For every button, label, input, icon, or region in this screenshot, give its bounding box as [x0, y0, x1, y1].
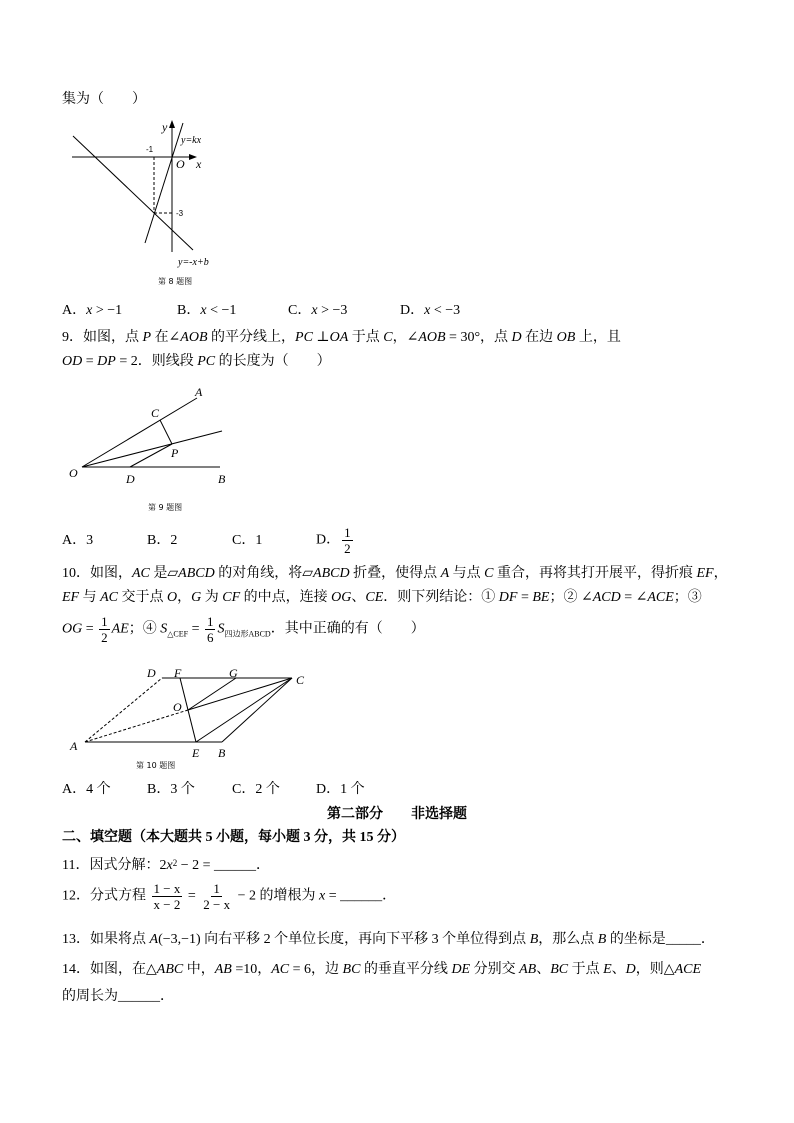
fraction [205, 614, 216, 645]
q8-option-d [400, 301, 460, 321]
math-var: DF [498, 590, 518, 605]
stem-text: ；③ [673, 590, 702, 605]
stem-text: 14．如图，在△ [62, 962, 157, 977]
stem-text: 10．如图， [62, 566, 132, 581]
answer-blank: ______ [214, 858, 256, 873]
q10-figure [0, 660, 320, 772]
math-var: BC [342, 962, 361, 977]
q8-stem-tail: 集为（ ） [62, 92, 146, 107]
option-text: > −1 [92, 303, 123, 318]
math-var: EF [62, 590, 80, 605]
q14-line1 [62, 960, 701, 980]
option-label: D． [400, 303, 425, 318]
math-var: S [160, 621, 168, 637]
stem-text: 、 [536, 962, 551, 977]
part2-title: 第二部分 非选择题 [327, 807, 467, 822]
option-text: 1 个 [340, 782, 365, 797]
stem-text: =10， [231, 962, 272, 977]
q9-option-d [316, 525, 355, 556]
q13-line [62, 930, 715, 950]
stem-text: ⊥ [312, 330, 330, 345]
stem-text: ， [177, 590, 192, 605]
math-var: P [142, 330, 152, 345]
fraction [152, 881, 183, 912]
stem-text: 为 [201, 590, 223, 605]
point-o-label: O [173, 700, 182, 714]
option-text: > −3 [317, 303, 348, 318]
q10-stem-line2 [62, 588, 702, 608]
option-label: C． [288, 303, 312, 318]
option-label: B． [177, 303, 201, 318]
stem-text: 的垂直平分线 [360, 962, 452, 977]
figure-caption: 第 10 题图 [136, 761, 176, 770]
math-var: x [166, 858, 173, 873]
stem-text: 是▱ [149, 566, 179, 581]
origin-label: O [176, 157, 185, 171]
segment-og [188, 678, 236, 710]
stem-text: 9．如图，点 [62, 330, 143, 345]
math-var: OG [331, 590, 352, 605]
option-text: 2 个 [255, 782, 280, 797]
segment-ce [196, 678, 292, 742]
q9-option-a [62, 531, 93, 551]
option-text: < −3 [430, 303, 461, 318]
area-subscript: △CEF [167, 629, 189, 639]
math-var: ACD [592, 590, 621, 605]
math-var: OD [62, 354, 83, 369]
point-d-label: D [126, 472, 135, 486]
option-text: 3 [86, 533, 94, 548]
option-var: x [200, 303, 207, 318]
stem-text: 的周长为 [62, 989, 118, 1004]
q14-line2 [62, 987, 174, 1007]
segment-pc [160, 420, 172, 444]
stem-text: 上，且 [575, 330, 621, 345]
stem-text: 中， [183, 962, 215, 977]
y-axis-arrow-icon [169, 120, 175, 128]
stem-text: 于点 [348, 330, 384, 345]
figure-caption: 第 8 题图 [158, 277, 193, 286]
stem-text: (−3,−1) 向右平移 2 个单位长度，再向下平移 3 个单位得到点 [158, 932, 530, 947]
line-y-neg-x-plus-b [73, 136, 193, 250]
math-var: OB [556, 330, 576, 345]
segment-bc [222, 678, 292, 742]
stem-text: 、 [351, 590, 366, 605]
option-label: B． [147, 533, 171, 548]
fraction-numerator: 1 − x [153, 881, 181, 896]
stem-text: 与点 [449, 566, 485, 581]
option-text: 1 [255, 533, 263, 548]
stem-text: = ∠ [620, 590, 648, 605]
stem-text: ．其中正确的有（ ） [270, 621, 425, 637]
point-p-label: P [171, 446, 179, 460]
q9-stem-line1 [62, 328, 621, 348]
math-var: x [319, 888, 326, 904]
q8-option-c [288, 301, 347, 321]
option-label: D． [316, 782, 341, 797]
stem-text: 的坐标是 [606, 932, 666, 947]
stem-text: = [325, 888, 341, 904]
point-b-label: B [218, 472, 226, 486]
math-var: A [440, 566, 450, 581]
stem-text: 重合，再将其打开展平，得折痕 [493, 566, 697, 581]
point-e-label: E [192, 746, 200, 760]
option-var: x [424, 303, 431, 318]
math-var: ABCD [313, 566, 350, 581]
option-label: D． [316, 532, 341, 548]
math-var: PC [295, 330, 313, 345]
point-o-label: O [69, 466, 78, 480]
fraction-denominator: 2 − x [203, 897, 231, 912]
math-var: A [149, 932, 159, 947]
y-axis-label: y [162, 120, 168, 134]
stem-text: 分别交 [470, 962, 520, 977]
stem-text: = [82, 621, 98, 637]
option-label: A． [62, 533, 87, 548]
option-var: x [86, 303, 93, 318]
option-label: C． [232, 782, 256, 797]
stem-text: ． [382, 888, 397, 904]
q9-option-c [232, 531, 262, 551]
answer-blank: ______ [340, 888, 383, 904]
angle-bisector [82, 431, 222, 467]
q10-stem-line3 [62, 614, 425, 645]
q9-figure [0, 380, 260, 515]
stem-text: = 30°，点 [445, 330, 512, 345]
stem-text: − 2 的增根为 [234, 888, 319, 904]
option-text: 4 个 [86, 782, 111, 797]
math-var: AC [271, 962, 290, 977]
math-var: BE [532, 590, 550, 605]
stem-text: 交于点 [118, 590, 167, 605]
fraction-denominator: 6 [206, 630, 214, 645]
q11-line [62, 856, 270, 876]
math-var: AOB [180, 330, 208, 345]
stem-text: ；④ [128, 621, 161, 637]
point-c-label: C [151, 406, 160, 420]
tick-x-label: -1 [146, 145, 154, 154]
figure-caption: 第 9 题图 [148, 503, 183, 512]
stem-text: ． [256, 858, 270, 873]
line-b-label: y=-x+b [178, 257, 209, 268]
math-var: CF [222, 590, 241, 605]
q9-option-b [147, 531, 177, 551]
fraction-denominator: 2 [101, 630, 108, 645]
ray-oa [82, 398, 197, 467]
math-var: AE [111, 621, 129, 637]
fraction [342, 525, 353, 556]
q12-line [62, 881, 396, 912]
math-var: B [529, 932, 539, 947]
fraction [201, 881, 232, 912]
fraction-numerator: 1 [206, 614, 214, 629]
stem-text: = [517, 590, 533, 605]
stem-text: 11．因式分解： [62, 858, 160, 873]
math-var: E [603, 962, 612, 977]
math-var: C [484, 566, 494, 581]
answer-blank: _____ [665, 932, 701, 947]
stem-text: ． [160, 989, 174, 1004]
segment-ao-dashed [85, 710, 188, 742]
segment-oc [188, 678, 292, 710]
math-var: DP [97, 354, 116, 369]
fraction-denominator: 2 [344, 541, 351, 556]
option-text: 2 [170, 533, 178, 548]
fraction-numerator: 1 [213, 881, 220, 896]
stem-text: ，则△ [635, 962, 675, 977]
segment-ad-dashed [85, 678, 162, 742]
q10-option-d [316, 780, 365, 800]
stem-text: 在∠ [151, 330, 181, 345]
stem-text: = 2．则线段 [115, 354, 198, 369]
option-label: B． [147, 782, 171, 797]
stem-text: 的对角线，将▱ [214, 566, 314, 581]
math-var: ABCD [178, 566, 215, 581]
math-var: AC [100, 590, 118, 605]
fraction-denominator: x − 2 [153, 897, 181, 912]
math-var: AB [214, 962, 232, 977]
option-label: A． [62, 303, 87, 318]
math-var: AC [132, 566, 150, 581]
math-var: AOB [418, 330, 446, 345]
option-label: A． [62, 782, 87, 797]
stem-text: 与 [79, 590, 101, 605]
q10-stem-line1 [62, 564, 728, 584]
math-var: G [191, 590, 202, 605]
math-var: ABC [156, 962, 184, 977]
q10-option-b [147, 780, 195, 800]
math-var: PC [197, 354, 216, 369]
stem-text: ， [713, 566, 728, 581]
stem-text: 的中点，连接 [240, 590, 332, 605]
option-text: < −1 [206, 303, 237, 318]
stem-text: = [82, 354, 98, 369]
fraction [99, 614, 110, 645]
q8-option-a [62, 301, 122, 321]
stem-text: 的长度为（ ） [215, 354, 331, 369]
stem-text: ． [700, 932, 715, 947]
fraction-numerator: 1 [101, 614, 108, 629]
exponent: 2 [172, 858, 178, 868]
math-var: ACE [674, 962, 702, 977]
stem-text: 折叠，使得点 [349, 566, 441, 581]
stem-text: ，∠ [392, 330, 419, 345]
math-var: O [167, 590, 178, 605]
stem-text: 于点 [568, 962, 604, 977]
stem-text: = [184, 888, 200, 904]
stem-text: 的平分线上， [207, 330, 296, 345]
point-b-label: B [218, 746, 226, 760]
stem-text: 13．如果将点 [62, 932, 150, 947]
math-var: OG [62, 621, 83, 637]
math-var: DE [451, 962, 471, 977]
math-var: AB [519, 962, 537, 977]
math-var: D [511, 330, 522, 345]
point-f-label: F [174, 666, 182, 680]
q8-option-b [177, 301, 236, 321]
option-text: 3 个 [170, 782, 195, 797]
stem-text: = 6，边 [289, 962, 343, 977]
math-var: CE [365, 590, 384, 605]
q10-option-c [232, 780, 280, 800]
option-var: x [311, 303, 318, 318]
math-var: BC [550, 962, 569, 977]
stem-text: ，那么点 [538, 932, 598, 947]
point-g-label: G [229, 666, 238, 680]
math-var: S [217, 621, 225, 637]
point-d-label: D [147, 666, 156, 680]
stem-text: ；② ∠ [549, 590, 593, 605]
segment-dp [130, 444, 172, 467]
point-a-label: A [195, 385, 203, 399]
tick-y-label: -3 [176, 209, 184, 218]
stem-text: 12．分式方程 [62, 888, 150, 904]
math-coef: 2 [159, 858, 167, 873]
option-label: C． [232, 533, 256, 548]
section-heading-fill-in: 二、填空题（本大题共 5 小题，每小题 3 分，共 15 分） [62, 830, 405, 845]
math-var: C [383, 330, 393, 345]
q9-stem-line2 [62, 352, 331, 372]
fraction-numerator: 1 [344, 525, 351, 540]
stem-text: ．则下列结论：① [383, 590, 499, 605]
math-var: D [625, 962, 636, 977]
stem-text: − 2 = [177, 858, 214, 873]
stem-text: 在边 [521, 330, 557, 345]
area-subscript: 四边形ABCD [224, 629, 271, 639]
math-var: OA [329, 330, 349, 345]
q8-figure [0, 110, 260, 290]
math-var: B [597, 932, 607, 947]
x-axis-label: x [196, 157, 202, 171]
line-y-kx [145, 123, 183, 243]
point-c-label: C [296, 673, 305, 687]
point-a-label: A [70, 739, 78, 753]
line-kx-label: y=kx [181, 135, 202, 146]
answer-blank: ______ [118, 989, 160, 1004]
stem-text: 、 [611, 962, 626, 977]
stem-text: = [188, 621, 203, 637]
q10-option-a [62, 780, 111, 800]
math-var: EF [696, 566, 714, 581]
math-var: ACE [647, 590, 674, 605]
